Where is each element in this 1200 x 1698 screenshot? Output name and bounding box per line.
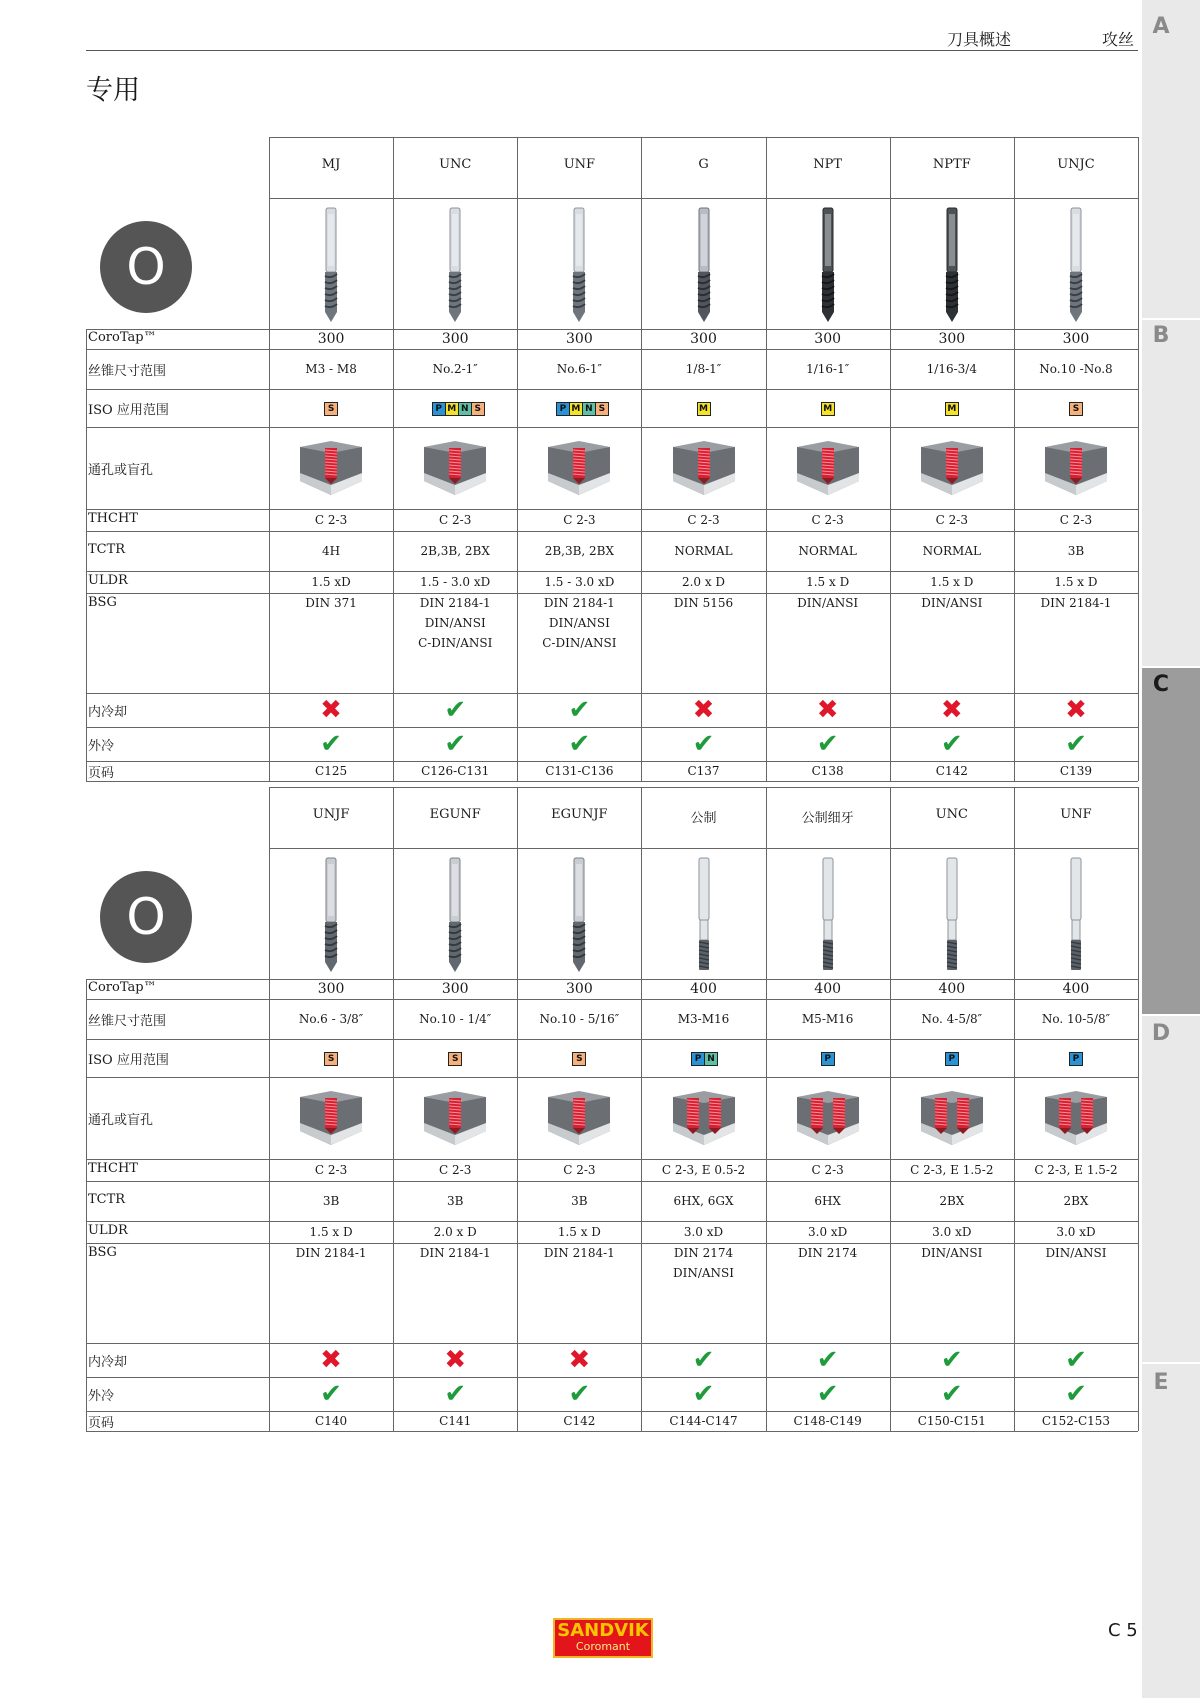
column-header: UNC (935, 807, 968, 822)
check-icon: ✔ (816, 729, 839, 759)
thcht-value: C 2-3 (314, 1163, 348, 1177)
iso-badge-S: S (471, 402, 485, 416)
hole-type-image (422, 439, 488, 501)
iso-badges (433, 402, 485, 416)
column-header: MJ (321, 157, 341, 172)
iso-badges (573, 1052, 586, 1066)
check-icon: ✔ (444, 695, 467, 725)
iso-badge-S: S (572, 1052, 586, 1066)
bsg-value: DIN 5156 (673, 596, 734, 610)
row-label: 丝锥尺寸范围 (88, 1014, 167, 1029)
row-label: BSG (88, 595, 117, 610)
bsg-value: DIN 2174 (673, 1246, 734, 1260)
uldr-value: 1.5 xD (311, 575, 351, 589)
column-header: UNF (563, 157, 596, 172)
hole-type-image (919, 1089, 985, 1151)
cross-icon: ✖ (1065, 695, 1087, 725)
table-rule (766, 137, 767, 781)
page-ref: C142 (563, 1414, 596, 1428)
row-label: 丝锥尺寸范围 (88, 364, 167, 379)
table-rule (86, 1077, 1138, 1078)
iso-badge-S: S (595, 402, 609, 416)
table-rule (86, 999, 1138, 1000)
corotap-series: 300 (317, 331, 345, 347)
table-rule (890, 787, 891, 1431)
tctr-value: 3B (322, 1194, 340, 1208)
check-icon: ✔ (692, 729, 715, 759)
table-rule (1138, 137, 1139, 781)
check-icon: ✔ (444, 729, 467, 759)
table-rule (890, 137, 891, 781)
corotap-series: 300 (317, 981, 345, 997)
uldr-value: 1.5 x D (930, 575, 974, 589)
table-rule (517, 137, 518, 781)
row-label: BSG (88, 1245, 117, 1260)
hole-type-image (1043, 439, 1109, 501)
iso-badges (557, 402, 609, 416)
table-rule (517, 787, 518, 1431)
hole-type-image (546, 1089, 612, 1151)
hole-type-image (546, 439, 612, 501)
bsg-value: DIN/ANSI (548, 616, 610, 630)
tap-image (567, 856, 591, 978)
uldr-value: 2.0 x D (433, 1225, 477, 1239)
size-range: 1/16-1″ (806, 362, 850, 376)
corotap-series: 300 (441, 981, 469, 997)
column-header: 公制 (690, 811, 717, 826)
bsg-value: DIN/ANSI (921, 1246, 983, 1260)
uldr-value: 3.0 xD (932, 1225, 972, 1239)
iso-badges (698, 402, 711, 416)
tctr-value: 2BX (939, 1194, 965, 1208)
uldr-value: 2.0 x D (681, 575, 726, 589)
row-label: 内冷却 (88, 705, 128, 720)
table-rule (1014, 137, 1015, 781)
check-icon: ✔ (320, 1379, 342, 1409)
row-label: ULDR (88, 573, 128, 588)
tctr-value: NORMAL (922, 544, 981, 558)
page-ref: C152-C153 (1041, 1414, 1111, 1428)
bsg-value: DIN 2184-1 (543, 1246, 615, 1260)
size-range: 1/8-1″ (685, 362, 722, 376)
header-section: 刀具概述 (947, 30, 1012, 49)
tctr-value: 6HX (814, 1194, 841, 1208)
table-rule (641, 137, 642, 781)
row-label: ULDR (88, 1223, 128, 1238)
size-range: 1/16-3/4 (926, 362, 977, 376)
row-label: THCHT (88, 1161, 138, 1176)
cross-icon: ✖ (568, 1345, 591, 1375)
page-number: C 5 (1108, 1620, 1138, 1641)
row-label: CoroTap™ (88, 980, 157, 995)
check-icon: ✔ (568, 1379, 591, 1409)
bsg-value: DIN/ANSI (424, 616, 486, 630)
column-header: NPT (813, 157, 843, 172)
size-range: No.10 - 1/4″ (419, 1012, 492, 1026)
tctr-value: 2BX (1063, 1194, 1089, 1208)
check-icon: ✔ (692, 1345, 715, 1375)
bsg-value: C-DIN/ANSI (542, 636, 617, 650)
hole-type-image (795, 439, 861, 501)
row-label: 内冷却 (88, 1355, 128, 1370)
thcht-value: C 2-3 (563, 513, 596, 527)
check-icon: ✔ (816, 1345, 839, 1375)
table-rule (269, 787, 1138, 788)
corotap-series: 300 (566, 981, 593, 997)
side-tab-active-band (1142, 668, 1200, 1014)
table-rule (86, 427, 1138, 428)
row-label: 外冷 (88, 739, 115, 754)
iso-badge-M: M (569, 402, 583, 416)
column-header: 公制细牙 (801, 811, 854, 826)
check-icon: ✔ (568, 729, 591, 759)
iso-badge-N: N (458, 402, 472, 416)
check-icon: ✔ (940, 1379, 963, 1409)
table-rule (269, 787, 270, 1431)
tctr-value: 2B,3B, 2BX (420, 544, 490, 558)
side-tab-c[interactable]: C (1152, 672, 1170, 697)
tctr-value: 2B,3B, 2BX (544, 544, 615, 558)
tctr-value: NORMAL (798, 544, 857, 558)
column-header: G (698, 157, 709, 172)
bsg-value: DIN 2184-1 (295, 1246, 367, 1260)
table-rule (269, 137, 1138, 138)
thcht-value: C 2-3 (563, 1163, 596, 1177)
check-icon: ✔ (320, 729, 342, 759)
table-rule (766, 787, 767, 1431)
side-tab-d[interactable]: D (1151, 1021, 1171, 1046)
bsg-value: DIN/ANSI (672, 1266, 735, 1280)
hole-type-image (919, 439, 985, 501)
iso-badges (325, 402, 338, 416)
tap-image (1064, 856, 1088, 978)
row-label: 页码 (88, 1416, 115, 1431)
side-tab-a[interactable]: A (1152, 14, 1170, 39)
side-tab-divider (1142, 1362, 1200, 1364)
tap-image (816, 206, 840, 328)
bsg-value: DIN 2184-1 (1040, 596, 1112, 610)
logo-brand: SANDVIK (557, 1620, 649, 1641)
side-tab-e[interactable]: E (1153, 1370, 1169, 1395)
thcht-value: C 2-3 (811, 1163, 844, 1177)
column-header: UNC (439, 157, 472, 172)
row-label: 外冷 (88, 1389, 115, 1404)
iso-badge-N: N (704, 1052, 718, 1066)
hole-type-image (298, 439, 364, 501)
hole-type-image (1043, 1089, 1109, 1151)
page-ref: C138 (811, 764, 844, 778)
bsg-value: DIN 371 (305, 596, 357, 610)
corotap-series: 300 (566, 331, 593, 347)
corotap-series: 300 (938, 331, 966, 347)
size-range: No. 4-5/8″ (921, 1012, 983, 1026)
iso-badge-S: S (324, 1052, 338, 1066)
thcht-value: C 2-3 (439, 513, 472, 527)
page-ref: C141 (439, 1414, 472, 1428)
size-range: No.6-1″ (556, 362, 602, 376)
tap-image (692, 856, 716, 978)
size-range: No.10 - 5/16″ (539, 1012, 620, 1026)
tap-image (692, 206, 716, 328)
iso-badges (822, 1052, 835, 1066)
tap-table-1 (86, 137, 1138, 787)
iso-badges (1070, 1052, 1083, 1066)
thcht-value: C 2-3 (314, 513, 348, 527)
column-header: EGUNJF (551, 807, 608, 822)
iso-badges (946, 402, 959, 416)
page-ref: C139 (1059, 764, 1092, 778)
table-rule (86, 1039, 1138, 1040)
row-label: THCHT (88, 511, 138, 526)
tap-image (816, 856, 840, 978)
row-label: 通孔或盲孔 (88, 1113, 154, 1128)
page-ref: C126-C131 (421, 764, 490, 778)
tap-image (1064, 206, 1088, 328)
row-label: TCTR (88, 542, 126, 557)
hole-type-image (422, 1089, 488, 1151)
table-rule (86, 1343, 1138, 1344)
check-icon: ✔ (816, 1379, 839, 1409)
hole-type-image (298, 1089, 364, 1151)
tctr-value: 3B (1067, 544, 1085, 558)
series-circle-badge: O (100, 221, 192, 313)
corotap-series: 300 (690, 331, 717, 347)
check-icon: ✔ (444, 1379, 467, 1409)
bsg-value: DIN/ANSI (1045, 1246, 1107, 1260)
iso-badges (325, 1052, 338, 1066)
page-title: 专用 (86, 75, 140, 106)
size-range: M3-M16 (677, 1012, 730, 1026)
hole-type-image (795, 1089, 861, 1151)
row-label: ISO 应用范围 (88, 1053, 169, 1068)
size-range: No.6 - 3/8″ (298, 1012, 364, 1026)
check-icon: ✔ (692, 1379, 715, 1409)
tctr-value: 4H (322, 544, 341, 558)
side-tab-divider (1142, 666, 1200, 668)
table-rule (393, 787, 394, 1431)
check-icon: ✔ (940, 729, 963, 759)
thcht-value: C 2-3, E 0.5-2 (661, 1163, 746, 1177)
bsg-value: DIN 2184-1 (419, 596, 491, 610)
column-header: UNJC (1057, 157, 1095, 172)
cross-icon: ✖ (816, 695, 839, 725)
tap-image (443, 856, 467, 978)
tctr-value: 3B (446, 1194, 464, 1208)
row-label: ISO 应用范围 (88, 403, 169, 418)
table-rule (86, 531, 1138, 532)
side-tab-divider (1142, 1014, 1200, 1016)
tctr-value: 6HX, 6GX (673, 1194, 734, 1208)
iso-badge-M: M (697, 402, 711, 416)
tap-table-2 (86, 787, 1138, 1437)
table-rule (86, 329, 87, 781)
side-tab-b[interactable]: B (1152, 323, 1170, 348)
corotap-series: 400 (1062, 981, 1090, 997)
bsg-value: DIN 2174 (798, 1246, 858, 1260)
corotap-series: 300 (441, 331, 469, 347)
check-icon: ✔ (1065, 729, 1087, 759)
iso-badge-P: P (1069, 1052, 1083, 1066)
iso-badges (692, 1052, 718, 1066)
size-range: M3 - M8 (305, 362, 357, 376)
iso-badges (822, 402, 835, 416)
uldr-value: 1.5 x D (557, 1225, 601, 1239)
table-rule (1014, 787, 1015, 1431)
page-ref: C131-C136 (545, 764, 614, 778)
check-icon: ✔ (568, 695, 591, 725)
cross-icon: ✖ (320, 695, 342, 725)
page-ref: C125 (315, 764, 348, 778)
iso-badge-P: P (432, 402, 446, 416)
row-label: CoroTap™ (88, 330, 157, 345)
iso-badge-P: P (691, 1052, 705, 1066)
check-icon: ✔ (940, 1345, 963, 1375)
iso-badge-P: P (821, 1052, 835, 1066)
iso-badge-P: P (945, 1052, 959, 1066)
table-rule (269, 848, 1138, 849)
table-rule (86, 389, 1138, 390)
iso-badge-M: M (821, 402, 835, 416)
row-label: 通孔或盲孔 (88, 463, 154, 478)
size-range: No.2-1″ (432, 362, 478, 376)
corotap-series: 400 (938, 981, 966, 997)
cross-icon: ✖ (444, 1345, 467, 1375)
corotap-series: 400 (690, 981, 717, 997)
uldr-value: 1.5 x D (806, 575, 850, 589)
table-rule (86, 349, 1138, 350)
size-range: No. 10-5/8″ (1041, 1012, 1111, 1026)
iso-badges (946, 1052, 959, 1066)
thcht-value: C 2-3 (811, 513, 844, 527)
bsg-value: DIN 2184-1 (543, 596, 615, 610)
table-rule (641, 787, 642, 1431)
series-circle-badge: O (100, 871, 192, 963)
uldr-value: 3.0 xD (683, 1225, 724, 1239)
page-ref: C140 (315, 1414, 348, 1428)
table-rule (269, 198, 1138, 199)
page-ref: C148-C149 (793, 1414, 862, 1428)
page-ref: C150-C151 (917, 1414, 986, 1428)
column-header: UNJF (312, 807, 350, 822)
column-header: NPTF (932, 157, 971, 172)
logo-sub: Coromant (575, 1640, 631, 1653)
tap-image (443, 206, 467, 328)
tap-image (319, 206, 343, 328)
iso-badge-S: S (1069, 402, 1083, 416)
corotap-series: 400 (814, 981, 842, 997)
header-rule (86, 50, 1138, 51)
column-header: UNF (1060, 807, 1092, 822)
thcht-value: C 2-3, E 1.5-2 (1034, 1163, 1118, 1177)
thcht-value: C 2-3 (935, 513, 968, 527)
iso-badges (1070, 402, 1083, 416)
iso-badges (449, 1052, 462, 1066)
tap-image (940, 856, 964, 978)
tctr-value: NORMAL (674, 544, 733, 558)
bsg-value: DIN 2184-1 (419, 1246, 491, 1260)
check-icon: ✔ (1065, 1379, 1087, 1409)
thcht-value: C 2-3 (687, 513, 720, 527)
size-range: No.10 -No.8 (1039, 362, 1113, 376)
side-tab-divider (1142, 318, 1200, 320)
table-rule (86, 727, 1138, 728)
table-rule (393, 137, 394, 781)
iso-badge-P: P (556, 402, 570, 416)
size-range: M5-M16 (801, 1012, 854, 1026)
hole-type-image (671, 1089, 737, 1151)
uldr-value: 1.5 x D (309, 1225, 353, 1239)
table-rule (86, 781, 1138, 782)
tap-image (567, 206, 591, 328)
uldr-value: 1.5 - 3.0 xD (420, 575, 491, 589)
cross-icon: ✖ (692, 695, 715, 725)
thcht-value: C 2-3 (1059, 513, 1093, 527)
tap-image (319, 856, 343, 978)
row-label: 页码 (88, 766, 115, 781)
iso-badge-S: S (324, 402, 338, 416)
iso-badge-N: N (582, 402, 596, 416)
header-chapter: 攻丝 (1102, 30, 1135, 49)
iso-badge-S: S (448, 1052, 462, 1066)
cross-icon: ✖ (940, 695, 963, 725)
thcht-value: C 2-3, E 1.5-2 (910, 1163, 994, 1177)
table-rule (86, 693, 1138, 694)
iso-badge-M: M (945, 402, 959, 416)
page-ref: C142 (935, 764, 968, 778)
table-rule (1138, 787, 1139, 1431)
thcht-value: C 2-3 (439, 1163, 472, 1177)
bsg-value: DIN/ANSI (921, 596, 983, 610)
check-icon: ✔ (1065, 1345, 1087, 1375)
iso-badge-M: M (445, 402, 459, 416)
page-ref: C137 (687, 764, 720, 778)
uldr-value: 3.0 xD (1056, 1225, 1096, 1239)
bsg-value: DIN/ANSI (797, 596, 859, 610)
page-ref: C144-C147 (669, 1414, 738, 1428)
corotap-series: 300 (814, 331, 842, 347)
corotap-series: 300 (1062, 331, 1090, 347)
tap-image (940, 206, 964, 328)
table-rule (86, 1377, 1138, 1378)
sandvik-logo (553, 1618, 653, 1658)
row-label: TCTR (88, 1192, 126, 1207)
uldr-value: 3.0 xD (808, 1225, 848, 1239)
table-rule (86, 979, 87, 1431)
table-rule (269, 137, 270, 781)
hole-type-image (671, 439, 737, 501)
table-rule (86, 1431, 1138, 1432)
bsg-value: C-DIN/ANSI (418, 636, 493, 650)
column-header: EGUNF (429, 807, 481, 822)
uldr-value: 1.5 x D (1054, 575, 1098, 589)
tctr-value: 3B (571, 1194, 588, 1208)
table-rule (86, 1181, 1138, 1182)
cross-icon: ✖ (320, 1345, 342, 1375)
uldr-value: 1.5 - 3.0 xD (544, 575, 615, 589)
